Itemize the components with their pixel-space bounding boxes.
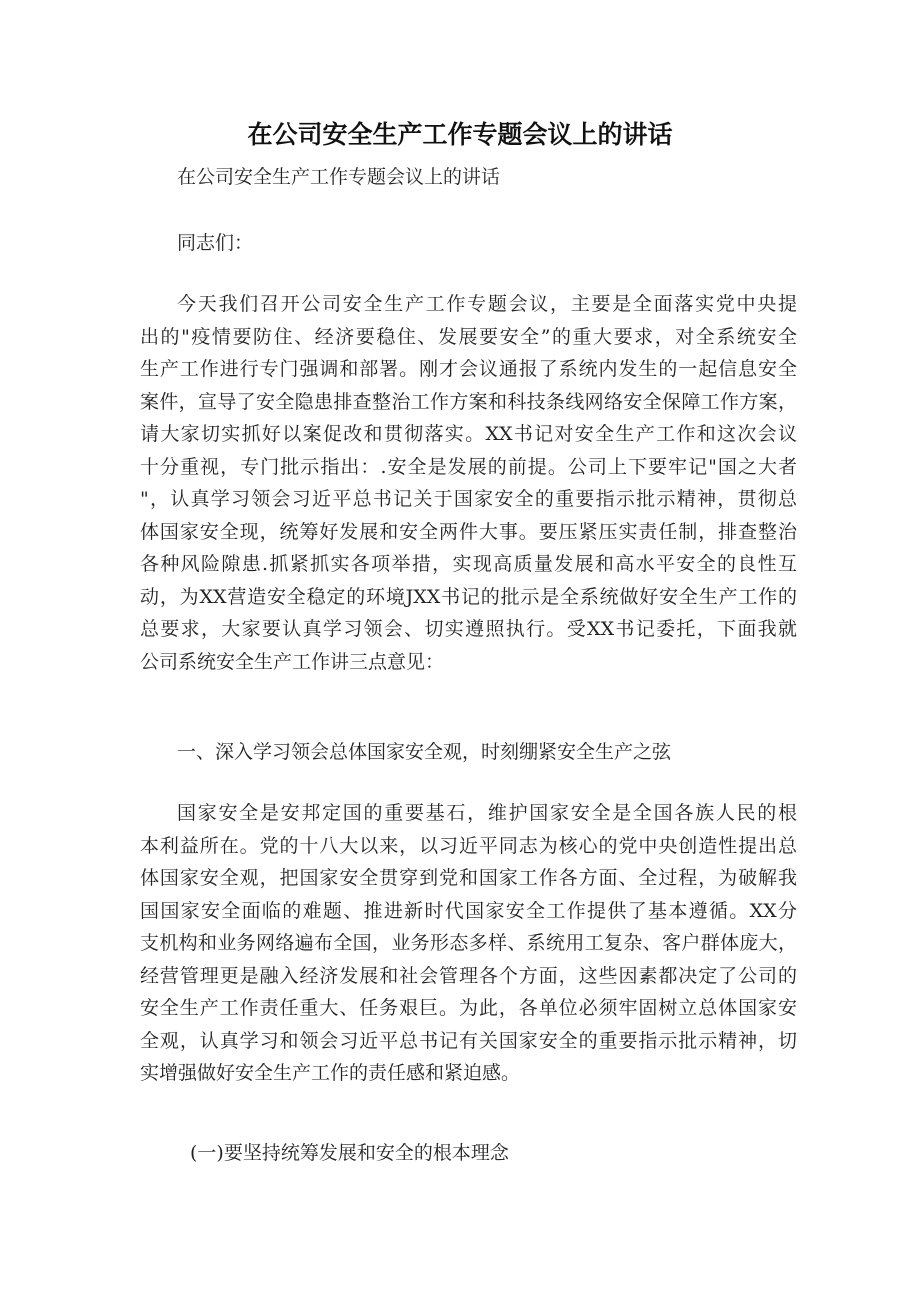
paragraph-line: 本利益所在。党的十八大以来，以习近平同志为核心的党中央创造性提出总	[140, 834, 797, 857]
paragraph-line: 生产工作进行专门强调和部署。刚才会议通报了系统内发生的一起信息安全	[140, 358, 797, 380]
paragraph-1	[140, 288, 797, 678]
paragraph-line: 各种风险隙患.抓紧抓实各项举措，实现高质量发展和高水平安全的良性互	[140, 553, 797, 575]
paragraph-line: 总要求，大家要认真学习领会、切实遵照执行。受XX书记委托，下面我就	[140, 618, 797, 640]
paragraph-line: 经营管理更是融入经济发展和社会管理各个方面，这些因素都决定了公司的	[140, 964, 797, 987]
paragraph-2	[140, 797, 797, 1090]
paragraph-line: 国国家安全面临的难题、推进新时代国家安全工作提供了基本遵循。XX分	[140, 899, 797, 922]
section-heading-1: 一、深入学习领会总体国家安全观，时刻绷紧安全生产之弦	[177, 741, 672, 763]
paragraph-line: 今天我们召开公司安全生产工作专题会议，主要是全面落实党中央提	[177, 293, 797, 315]
paragraph-line: 实增强做好安全生产工作的责任感和紧迫感。	[140, 1062, 521, 1084]
paragraph-line: "，认真学习领会习近平总书记关于国家安全的重要指示批示精神，贯彻总	[140, 488, 797, 510]
paragraph-line: 出的"疫情要防住、经济要稳住、发展要安全”的重大要求，对全系统安全	[140, 325, 797, 348]
salutation: 同志们：	[177, 232, 254, 254]
paragraph-line: 支机构和业务网络遍布全国，业务形态多样、系统用工复杂、客户群体庞大，	[140, 932, 797, 954]
document-subtitle: 在公司安全生产工作专题会议上的讲话	[177, 166, 501, 188]
paragraph-line: 公司系统安全生产工作讲三点意见：	[140, 650, 445, 673]
paragraph-line: 国家安全是安邦定国的重要基石，维护国家安全是全国各族人民的根	[177, 802, 797, 824]
paragraph-line: 体国家安全现，统筹好发展和安全两件大事。要压紧压实责任制，排查整治	[140, 520, 797, 543]
paragraph-line: 十分重视，专门批示指出：.安全是发展的前提。公司上下要牢记"国之大者	[140, 455, 797, 478]
paragraph-line: 全观，认真学习和领会习近平总书记有关国家安全的重要指示批示精神，切	[140, 1029, 797, 1052]
paragraph-line: 体国家安全观，把国家安全贯穿到党和国家工作各方面、全过程，为破解我	[140, 867, 797, 889]
section-heading-2: (一)要坚持统筹发展和安全的根本理念	[190, 1142, 509, 1164]
paragraph-line: 动，为XX营造安全稳定的环境JXX书记的批示是全系统做好安全生产工作的	[140, 585, 797, 608]
document-title: 在公司安全生产工作专题会议上的讲话	[247, 120, 673, 149]
paragraph-line: 请大家切实抓好以案促改和贯彻落实。XX书记对安全生产工作和这次会议	[140, 423, 797, 445]
paragraph-line: 安全生产工作责任重大、任务艰巨。为此，各单位必须牢固树立总体国家安	[140, 997, 797, 1019]
paragraph-line: 案件，宣导了安全隐患排查整治工作方案和科技条线网络安全保障工作方案，	[140, 390, 797, 413]
